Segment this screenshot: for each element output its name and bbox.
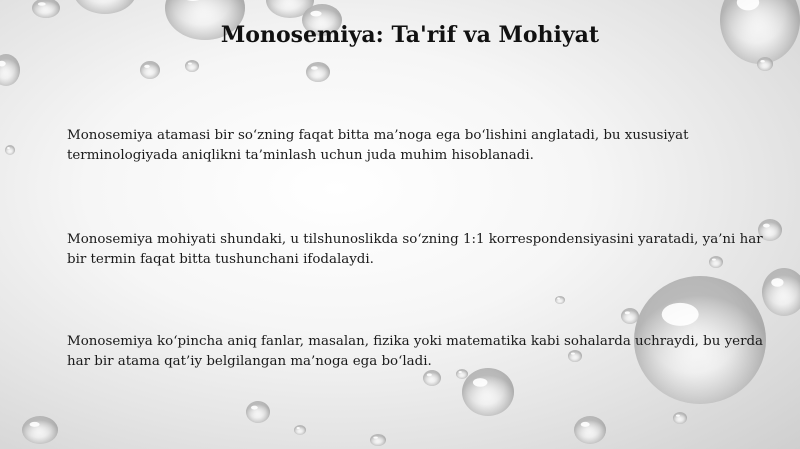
water-droplet-shade: [294, 425, 306, 435]
water-droplet-highlight: [581, 422, 590, 427]
water-droplet-shade: [370, 434, 386, 446]
water-droplet-highlight: [297, 427, 300, 429]
water-droplet-highlight: [771, 278, 783, 287]
water-droplet-shade: [246, 401, 270, 423]
water-droplet-highlight: [676, 415, 680, 417]
water-droplet-shade: [5, 145, 15, 155]
water-droplet-highlight: [310, 11, 321, 17]
water-droplet-highlight: [144, 65, 150, 68]
water-droplet-shade: [462, 368, 514, 416]
water-droplet-shade: [762, 268, 800, 316]
water-droplet-shade: [574, 416, 606, 444]
paragraph-definition: Monosemiya atamasi bir so‘zning faqat bitta ma’noga ega bo‘lishini anglatadi, bu xususiyat terminologiyada aniqlikni ta’minlash uchun juda muhim hisoblanadi.: [67, 128, 689, 163]
water-droplet-shade: [673, 412, 687, 424]
water-droplet-highlight: [311, 66, 318, 70]
water-droplet-shade: [185, 60, 199, 72]
water-droplet-highlight: [760, 60, 764, 63]
paragraph-essence: Monosemiya mohiyati shundaki, u tilshunoslikda so‘zning 1:1 korrespondensiyasini yaratadi, ya’ni har bir termin faqat bitta tushunchani ifodalaydi.: [67, 232, 763, 267]
water-droplet-highlight: [662, 303, 699, 326]
water-droplet-highlight: [188, 63, 192, 65]
water-droplet-highlight: [251, 406, 258, 410]
water-droplet-shade: [306, 62, 330, 82]
water-droplet-shade: [757, 57, 773, 71]
water-droplet-highlight: [625, 311, 630, 314]
slide-title: Monosemiya: Ta'rif va Mohiyat: [220, 22, 600, 48]
paragraph-usage: Monosemiya ko‘pincha aniq fanlar, masalan, fizika yoki matematika kabi sohalarda uchraydi, bu yerda har bir atama qat’iy belgilangan ma’noga ega bo‘ladi.: [67, 334, 764, 369]
water-droplet-highlight: [427, 373, 432, 376]
water-droplet-highlight: [7, 147, 10, 149]
water-droplet-highlight: [373, 437, 377, 439]
water-droplet-highlight: [473, 378, 488, 387]
water-droplet-shade: [621, 308, 639, 324]
water-droplet-shade: [22, 416, 58, 444]
water-droplet-highlight: [557, 297, 560, 299]
water-droplet-highlight: [38, 2, 46, 6]
water-droplet-highlight: [30, 422, 40, 427]
water-droplet-shade: [73, 0, 137, 14]
water-droplet-shade: [140, 61, 160, 79]
water-droplet-shade: [32, 0, 60, 18]
water-droplet-highlight: [763, 224, 770, 228]
water-droplet-shade: [555, 296, 565, 304]
water-droplet-shade: [0, 54, 20, 86]
water-droplet-shade: [423, 370, 441, 386]
